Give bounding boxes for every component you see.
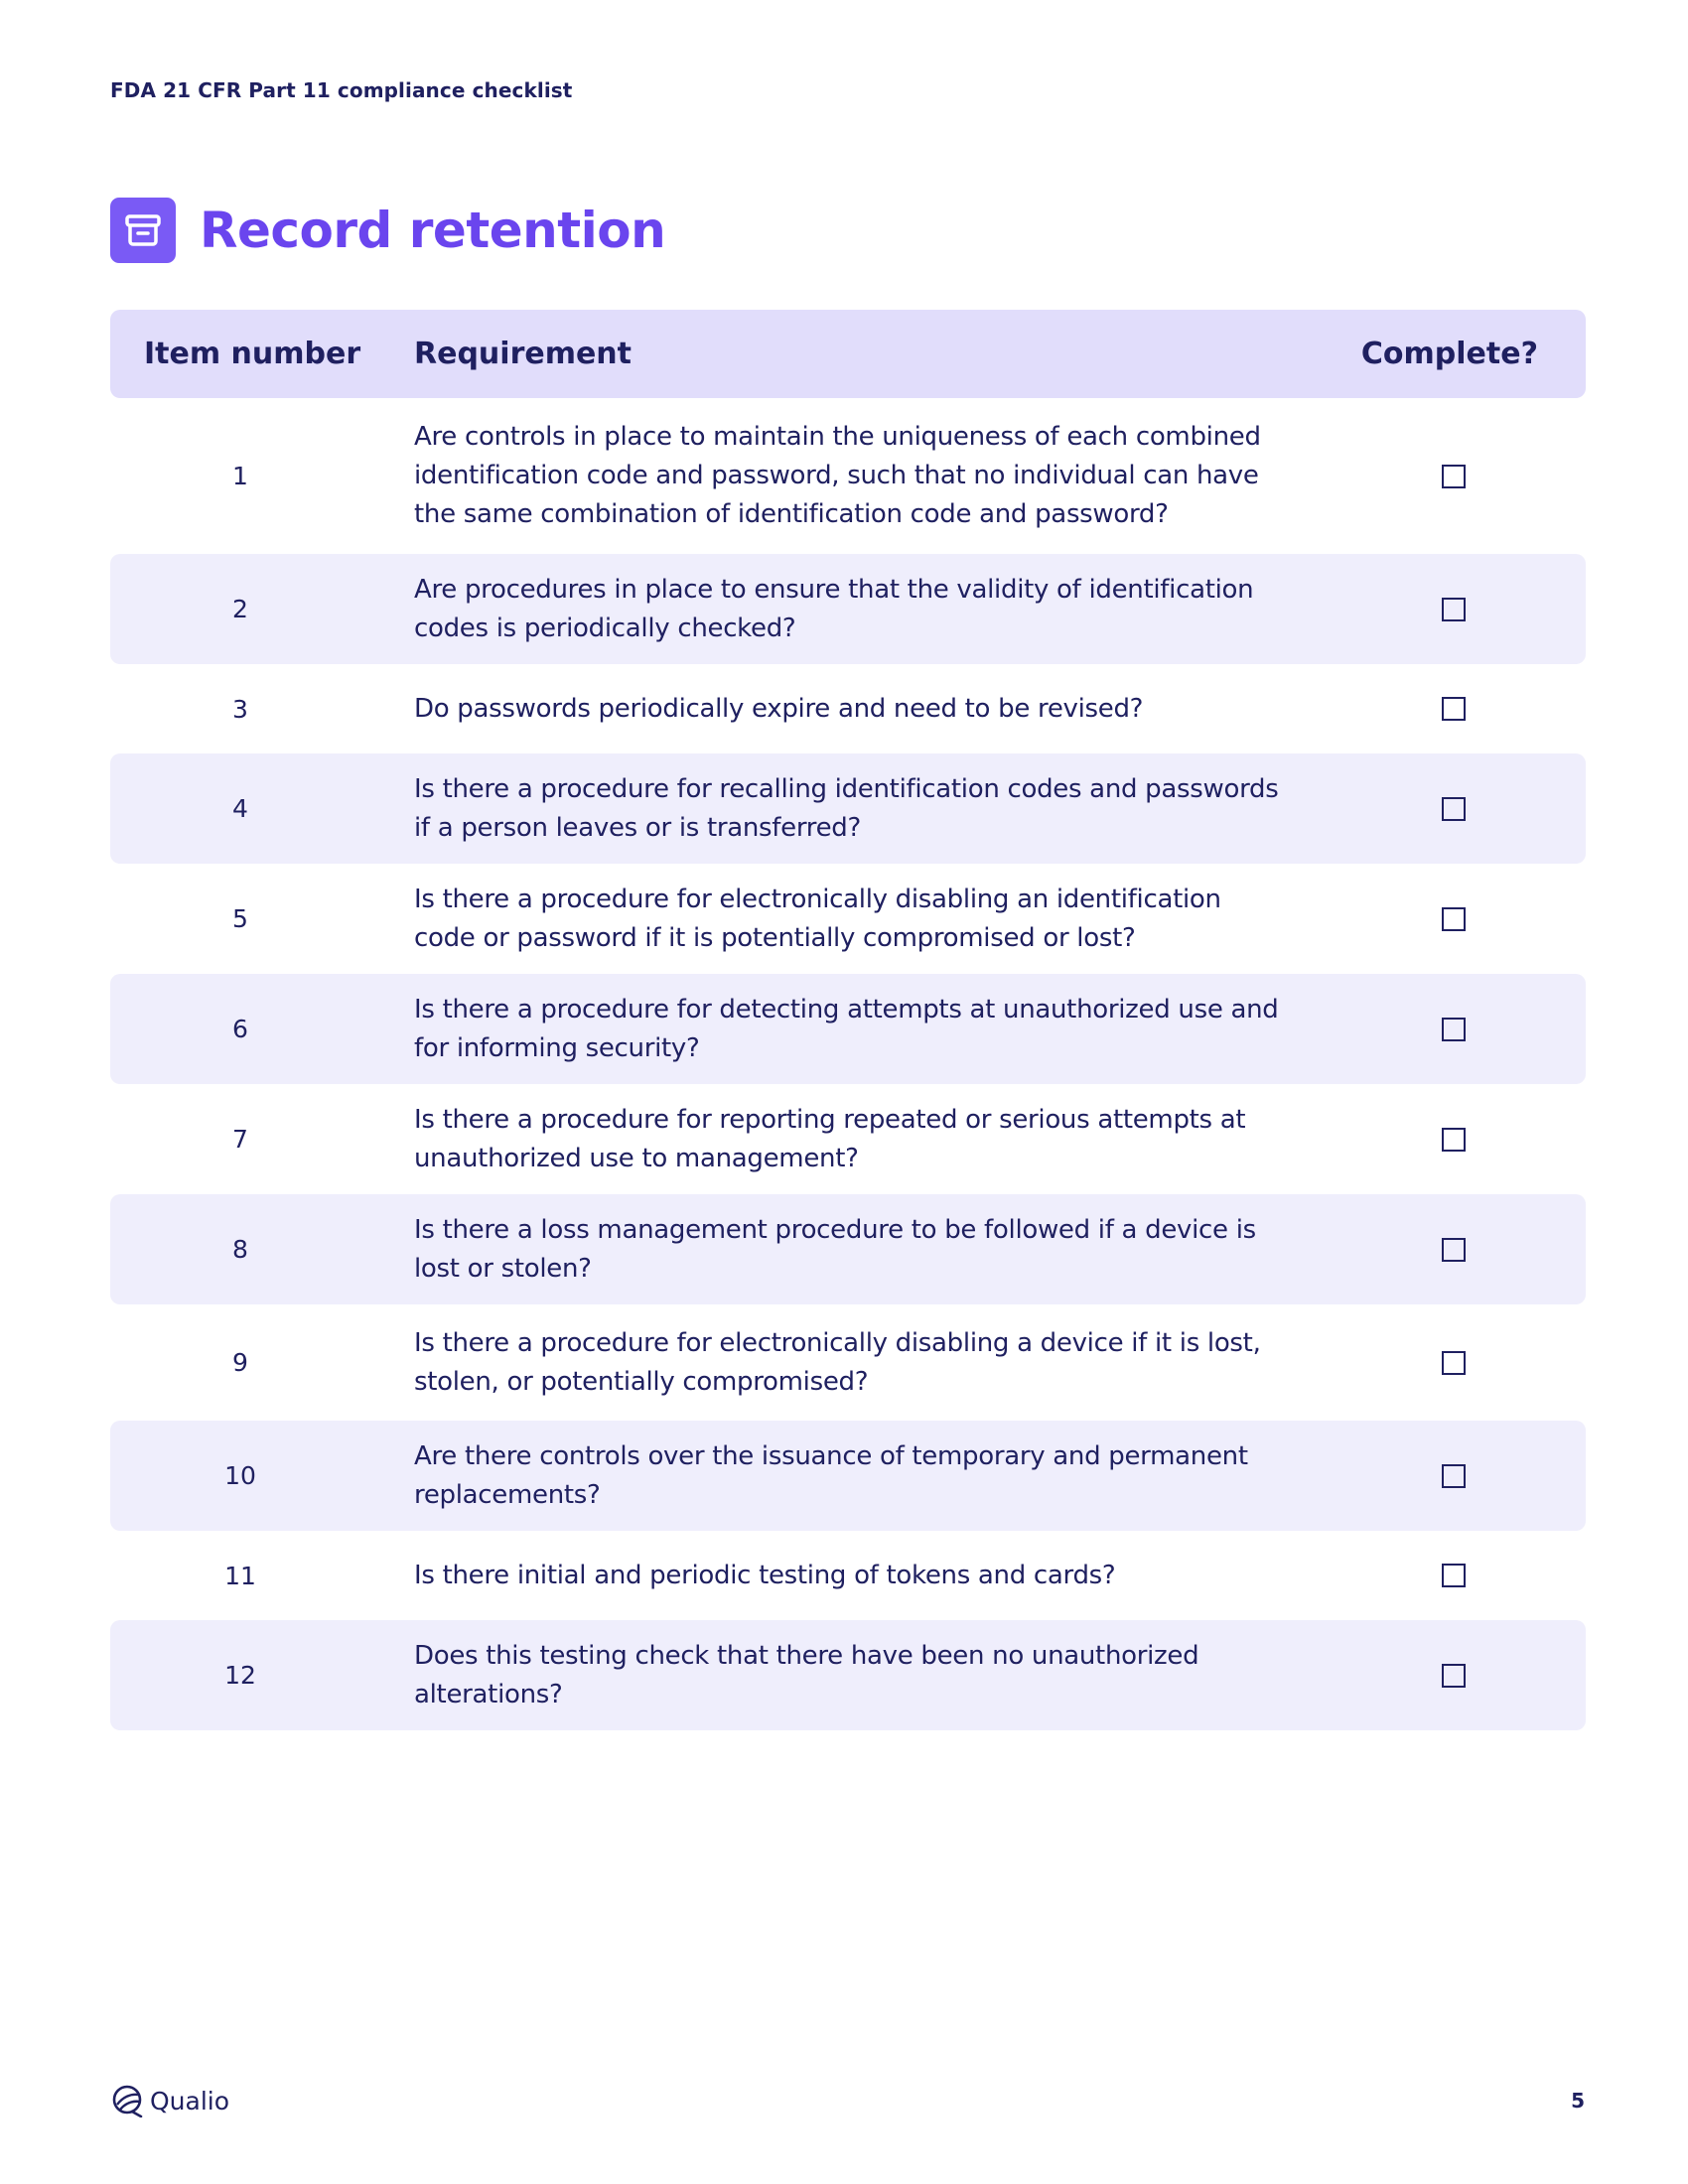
table-row [110,664,1586,753]
requirement-text: Does this testing check that there have been no unauthorized alterations? [414,1640,1199,1709]
requirement-text: Is there a procedure for reporting repeated or serious attempts at unauthorized use to management? [414,1104,1246,1173]
document-title: FDA 21 CFR Part 11 compliance checklist [110,78,573,102]
complete-checkbox[interactable] [1442,1464,1466,1488]
column-header-requirement: Requirement [414,337,633,371]
requirement-text: Do passwords periodically expire and need to be revised? [414,693,1144,724]
item-number: 11 [224,1561,256,1590]
complete-checkbox[interactable] [1442,1238,1466,1262]
checklist-table [110,310,1586,1730]
section-title: Record retention [200,202,666,259]
complete-checkbox[interactable] [1442,1664,1466,1688]
table-row [110,753,1586,864]
table-row [110,398,1586,554]
complete-checkbox[interactable] [1442,1128,1466,1152]
table-row [110,1084,1586,1194]
requirement-text: Is there initial and periodic testing of tokens and cards? [414,1560,1116,1590]
complete-checkbox[interactable] [1442,697,1466,721]
table-row [110,1421,1586,1531]
requirement-text: Are controls in place to maintain the uniqueness of each combined identification code and password, such that no individual can have the same combination of identification code and password? [414,422,1261,529]
table-row [110,974,1586,1084]
table-row [110,1620,1586,1730]
table-row [110,1194,1586,1304]
column-header-complete: Complete? [1360,337,1538,371]
item-number: 5 [232,904,248,933]
requirement-text: Is there a procedure for detecting attempts at unauthorized use and for informing security? [414,994,1279,1063]
page-number: 5 [1571,2089,1585,2113]
logo-text: Qualio [150,2086,230,2116]
qualio-logo [110,2084,229,2117]
requirement-text: Is there a procedure for recalling identification codes and passwords if a person leaves or is transferred? [414,773,1279,843]
item-number: 7 [232,1125,248,1154]
requirement-text: Is there a procedure for electronically disabling a device if it is lost, stolen, or potentially compromised? [414,1327,1261,1397]
table-row [110,864,1586,974]
complete-checkbox[interactable] [1442,598,1466,621]
item-number: 3 [232,694,248,724]
section-heading [110,197,665,264]
requirement-text: Are there controls over the issuance of temporary and permanent replacements? [414,1440,1248,1510]
complete-checkbox[interactable] [1442,1351,1466,1375]
item-number: 10 [224,1461,256,1490]
complete-checkbox[interactable] [1442,907,1466,931]
complete-checkbox[interactable] [1442,797,1466,821]
qualio-logo-icon [110,2084,144,2117]
table-header [110,310,1586,398]
table-row [110,1531,1586,1620]
archive-box-icon [110,198,176,263]
complete-checkbox[interactable] [1442,1018,1466,1041]
item-number: 2 [232,595,248,623]
table-body [110,398,1586,1730]
item-number: 1 [232,462,248,490]
column-header-item-number: Item number [144,337,361,371]
table-row [110,554,1586,664]
requirement-text: Are procedures in place to ensure that the validity of identification codes is periodically checked? [414,574,1254,643]
item-number: 6 [232,1015,248,1043]
complete-checkbox[interactable] [1442,465,1466,488]
item-number: 9 [232,1348,248,1377]
complete-checkbox[interactable] [1442,1564,1466,1587]
requirement-text: Is there a procedure for electronically disabling an identification code or password if it is potentially compromised or lost? [414,884,1221,953]
item-number: 12 [224,1661,256,1690]
item-number: 4 [232,794,248,823]
item-number: 8 [232,1235,248,1264]
requirement-text: Is there a loss management procedure to be followed if a device is lost or stolen? [414,1214,1256,1284]
table-row [110,1304,1586,1421]
